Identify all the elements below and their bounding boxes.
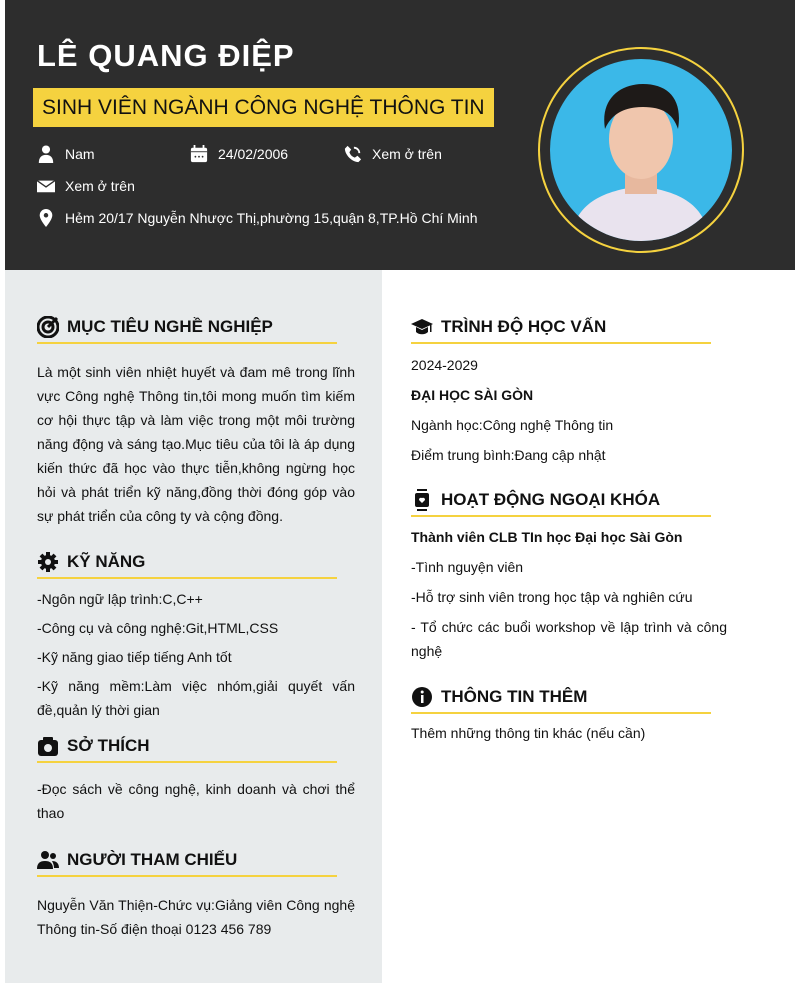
target-icon [37, 316, 59, 338]
graduation-cap-icon [411, 316, 433, 338]
phone-info [344, 145, 442, 163]
birthday-value: 24/02/2006 [218, 146, 289, 162]
activity-organization: Thành viên CLB TIn học Đại học Sài Gòn [411, 529, 683, 545]
skill-item: -Ngôn ngữ lập trình:C,C++ [37, 591, 203, 607]
section-heading: THÔNG TIN THÊM [441, 686, 588, 706]
gender-info [37, 145, 95, 163]
skill-item: -Kỹ năng giao tiếp tiếng Anh tốt [37, 649, 232, 665]
info-icon [411, 686, 433, 708]
section-heading: TRÌNH ĐỘ HỌC VẤN [441, 316, 607, 336]
badge-heart-icon [411, 489, 433, 511]
profile-photo-frame [538, 47, 744, 253]
skill-item: -Kỹ năng mềm:Làm việc nhóm,giải quyết vấn đề,quản lý thời gian [37, 678, 355, 718]
activities-section [411, 489, 727, 663]
job-title: SINH VIÊN NGÀNH CÔNG NGHỆ THÔNG TIN [33, 88, 494, 127]
phone-value: Xem ở trên [372, 146, 442, 162]
activity-item: -Tình nguyện viên [411, 559, 524, 575]
email-info [37, 177, 135, 195]
email-value: Xem ở trên [65, 178, 135, 194]
education-years: 2024-2029 [411, 357, 478, 373]
education-school: ĐẠI HỌC SÀI GÒN [411, 387, 534, 403]
calendar-icon [190, 145, 208, 163]
education-major: Ngành học:Công nghệ Thông tin [411, 417, 614, 433]
references-text: Nguyễn Văn Thiện-Chức vụ:Giảng viên Công nghệ Thông tin-Số điện thoại 0123 456 789 [37, 897, 355, 937]
phone-icon [344, 145, 362, 163]
education-section [411, 316, 711, 470]
full-name: LÊ QUANG ĐIỆP [37, 38, 295, 73]
hobbies-section [37, 735, 355, 825]
location-pin-icon [37, 209, 55, 227]
profile-photo [550, 59, 732, 241]
users-icon [37, 849, 59, 871]
address-value: Hẻm 20/17 Nguyễn Nhược Thị,phường 15,quận 8,TP.Hồ Chí Minh [65, 210, 478, 226]
user-icon [37, 145, 55, 163]
envelope-icon [37, 177, 55, 195]
extra-info-text: Thêm những thông tin khác (nếu cần) [411, 725, 646, 741]
gear-icon [37, 551, 59, 573]
skills-section [37, 551, 355, 722]
activity-item: - Tổ chức các buổi workshop về lập trình và công nghệ [411, 619, 727, 659]
camera-icon [37, 735, 59, 757]
section-heading: HOẠT ĐỘNG NGOẠI KHÓA [441, 489, 661, 509]
objective-text: Là một sinh viên nhiệt huyết và đam mê trong lĩnh vực Công nghệ Thông tin,tôi mong muốn tìm kiếm cơ hội thực tập và làm việc trong một môi trường năng động và sáng tạo.Mục tiêu của tôi là áp dụng kiến thức đã học vào thực tiễn,không ngừng học hỏi và phát triển kỹ năng,đồng thời đóng góp vào sự phát triển của công ty và cộng đồng. [37, 364, 355, 524]
extra-info-section [411, 686, 711, 748]
section-heading: MỤC TIÊU NGHỀ NGHIỆP [67, 316, 273, 336]
hobbies-text: -Đọc sách về công nghệ, kinh doanh và chơi thể thao [37, 781, 355, 821]
birthday-info [190, 145, 288, 163]
cv-header [5, 0, 795, 270]
gender-value: Nam [65, 146, 95, 162]
skill-item: -Công cụ và công nghệ:Git,HTML,CSS [37, 620, 279, 636]
section-heading: KỸ NĂNG [67, 551, 146, 571]
address-info [37, 209, 477, 227]
education-gpa: Điểm trung bình:Đang cập nhật [411, 447, 606, 463]
section-heading: SỞ THÍCH [67, 735, 150, 755]
section-heading: NGƯỜI THAM CHIẾU [67, 849, 238, 869]
objective-section [37, 316, 355, 528]
references-section [37, 849, 355, 941]
activity-item: -Hỗ trợ sinh viên trong học tập và nghiên cứu [411, 589, 693, 605]
